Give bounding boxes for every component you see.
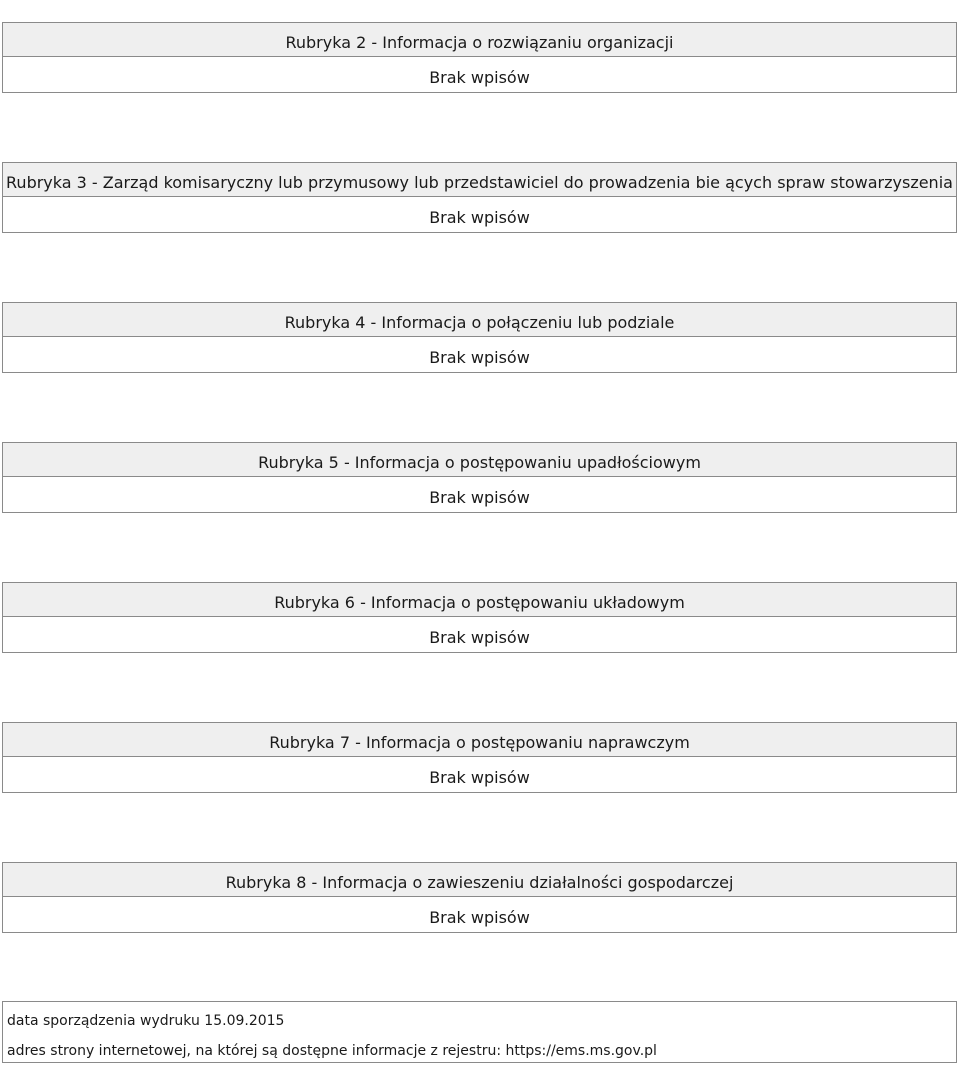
- section-rubryka-8: [2, 862, 957, 933]
- section-rubryka-2: [2, 22, 957, 93]
- section-title: Rubryka 2 - Informacja o rozwiązaniu organizacji: [2, 22, 957, 57]
- section-content: Brak wpisów: [2, 197, 957, 233]
- section-content: Brak wpisów: [2, 57, 957, 93]
- section-title: Rubryka 6 - Informacja o postępowaniu układowym: [2, 582, 957, 617]
- section-content: Brak wpisów: [2, 617, 957, 653]
- section-rubryka-5: [2, 442, 957, 513]
- section-rubryka-3: [2, 162, 957, 233]
- section-content: Brak wpisów: [2, 757, 957, 793]
- section-title: Rubryka 8 - Informacja o zawieszeniu działalności gospodarczej: [2, 862, 957, 897]
- section-title: Rubryka 7 - Informacja o postępowaniu naprawczym: [2, 722, 957, 757]
- print-date: data sporządzenia wydruku 15.09.2015: [7, 1013, 285, 1029]
- print-footer: [2, 1001, 957, 1063]
- registry-address: adres strony internetowej, na której są dostępne informacje z rejestru: https://ems.ms.gov.pl: [7, 1043, 657, 1059]
- page-header-cropped: [0, 0, 960, 6]
- section-title: Rubryka 3 - Zarząd komisaryczny lub przymusowy lub przedstawiciel do prowadzenia bie ących spraw stowarzyszenia: [2, 162, 957, 197]
- section-rubryka-4: [2, 302, 957, 373]
- section-rubryka-7: [2, 722, 957, 793]
- section-title: Rubryka 5 - Informacja o postępowaniu upadłościowym: [2, 442, 957, 477]
- section-rubryka-6: [2, 582, 957, 653]
- section-title: Rubryka 4 - Informacja o połączeniu lub podziale: [2, 302, 957, 337]
- section-content: Brak wpisów: [2, 477, 957, 513]
- section-content: Brak wpisów: [2, 897, 957, 933]
- section-content: Brak wpisów: [2, 337, 957, 373]
